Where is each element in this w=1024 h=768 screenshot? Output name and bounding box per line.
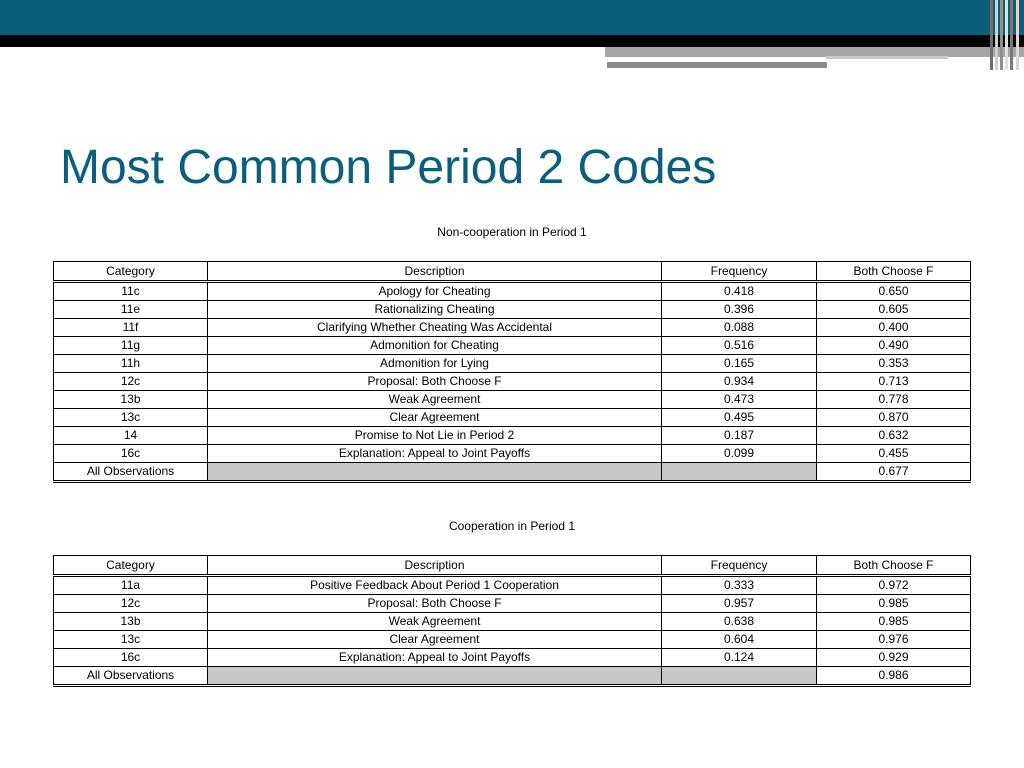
table-row bbox=[54, 631, 971, 649]
cell-both-choose-f: 0.650 bbox=[817, 282, 971, 301]
noncooperation-table bbox=[53, 261, 971, 483]
cell-description: Rationalizing Cheating bbox=[208, 301, 662, 319]
cell-both-choose-f: 0.972 bbox=[817, 576, 971, 595]
cell-description: Admonition for Cheating bbox=[208, 337, 662, 355]
cell-frequency: 0.638 bbox=[662, 613, 817, 631]
table-row bbox=[54, 373, 971, 391]
cell-frequency: 0.124 bbox=[662, 649, 817, 667]
cell-frequency: 0.418 bbox=[662, 282, 817, 301]
cell-summary-label: All Observations bbox=[54, 667, 208, 686]
cell-category: 11e bbox=[54, 301, 208, 319]
table-row bbox=[54, 391, 971, 409]
cell-category: 13c bbox=[54, 409, 208, 427]
header-black-stripe bbox=[0, 35, 1024, 47]
table-caption-noncooperation: Non-cooperation in Period 1 bbox=[437, 225, 587, 239]
header-description: Description bbox=[208, 556, 662, 576]
cell-description: Clarifying Whether Cheating Was Accidental bbox=[208, 319, 662, 337]
cell-category: 12c bbox=[54, 595, 208, 613]
cell-description: Clear Agreement bbox=[208, 631, 662, 649]
table-row bbox=[54, 427, 971, 445]
summary-row bbox=[54, 463, 971, 482]
cell-both-choose-f: 0.400 bbox=[817, 319, 971, 337]
table-row bbox=[54, 576, 971, 595]
header-both-choose-f: Both Choose F bbox=[817, 262, 971, 282]
table-row bbox=[54, 649, 971, 667]
cell-category: 11c bbox=[54, 282, 208, 301]
cell-both-choose-f: 0.490 bbox=[817, 337, 971, 355]
cell-both-choose-f: 0.976 bbox=[817, 631, 971, 649]
table-row bbox=[54, 337, 971, 355]
header-frequency: Frequency bbox=[662, 556, 817, 576]
table-row bbox=[54, 282, 971, 301]
cell-category: 13b bbox=[54, 391, 208, 409]
cell-category: 13c bbox=[54, 631, 208, 649]
cell-frequency: 0.495 bbox=[662, 409, 817, 427]
cell-both-choose-f: 0.870 bbox=[817, 409, 971, 427]
cell-shaded bbox=[662, 463, 817, 482]
header-category: Category bbox=[54, 556, 208, 576]
table-header-row bbox=[54, 556, 971, 576]
cell-description: Positive Feedback About Period 1 Cooperation bbox=[208, 576, 662, 595]
summary-row bbox=[54, 667, 971, 686]
cell-both-choose-f: 0.778 bbox=[817, 391, 971, 409]
cell-both-choose-f: 0.455 bbox=[817, 445, 971, 463]
header-gray-stripe-lower bbox=[607, 62, 827, 68]
cell-description: Proposal: Both Choose F bbox=[208, 373, 662, 391]
cell-frequency: 0.473 bbox=[662, 391, 817, 409]
header-both-choose-f: Both Choose F bbox=[817, 556, 971, 576]
cell-category: 11g bbox=[54, 337, 208, 355]
cell-both-choose-f: 0.929 bbox=[817, 649, 971, 667]
table-header-row bbox=[54, 262, 971, 282]
table-row bbox=[54, 355, 971, 373]
table-row bbox=[54, 301, 971, 319]
cell-frequency: 0.516 bbox=[662, 337, 817, 355]
cell-description: Weak Agreement bbox=[208, 613, 662, 631]
cell-category: 13b bbox=[54, 613, 208, 631]
cell-frequency: 0.165 bbox=[662, 355, 817, 373]
cell-both-choose-f: 0.985 bbox=[817, 595, 971, 613]
cell-frequency: 0.604 bbox=[662, 631, 817, 649]
table-row bbox=[54, 409, 971, 427]
header-vertical-stripes bbox=[990, 0, 1024, 70]
cell-summary-both-choose-f: 0.677 bbox=[817, 463, 971, 482]
header-description: Description bbox=[208, 262, 662, 282]
cell-shaded bbox=[208, 667, 662, 686]
cell-description: Weak Agreement bbox=[208, 391, 662, 409]
cell-both-choose-f: 0.713 bbox=[817, 373, 971, 391]
header-category: Category bbox=[54, 262, 208, 282]
cell-frequency: 0.088 bbox=[662, 319, 817, 337]
cell-frequency: 0.099 bbox=[662, 445, 817, 463]
table-row bbox=[54, 445, 971, 463]
cell-description: Explanation: Appeal to Joint Payoffs bbox=[208, 649, 662, 667]
cell-frequency: 0.333 bbox=[662, 576, 817, 595]
cell-category: 12c bbox=[54, 373, 208, 391]
cell-category: 11a bbox=[54, 576, 208, 595]
cell-both-choose-f: 0.605 bbox=[817, 301, 971, 319]
cell-summary-both-choose-f: 0.986 bbox=[817, 667, 971, 686]
cell-description: Proposal: Both Choose F bbox=[208, 595, 662, 613]
table-row bbox=[54, 319, 971, 337]
cell-frequency: 0.187 bbox=[662, 427, 817, 445]
header-light-line bbox=[826, 56, 948, 59]
cell-frequency: 0.957 bbox=[662, 595, 817, 613]
cell-both-choose-f: 0.632 bbox=[817, 427, 971, 445]
cell-summary-label: All Observations bbox=[54, 463, 208, 482]
cell-description: Clear Agreement bbox=[208, 409, 662, 427]
cooperation-table bbox=[53, 555, 971, 687]
header-frequency: Frequency bbox=[662, 262, 817, 282]
cell-category: 14 bbox=[54, 427, 208, 445]
cell-frequency: 0.934 bbox=[662, 373, 817, 391]
cell-description: Apology for Cheating bbox=[208, 282, 662, 301]
cell-category: 16c bbox=[54, 445, 208, 463]
cell-both-choose-f: 0.985 bbox=[817, 613, 971, 631]
cell-description: Explanation: Appeal to Joint Payoffs bbox=[208, 445, 662, 463]
table-row bbox=[54, 595, 971, 613]
table-row bbox=[54, 613, 971, 631]
cell-category: 11f bbox=[54, 319, 208, 337]
cell-category: 16c bbox=[54, 649, 208, 667]
cell-both-choose-f: 0.353 bbox=[817, 355, 971, 373]
cell-shaded bbox=[662, 667, 817, 686]
cell-category: 11h bbox=[54, 355, 208, 373]
cell-frequency: 0.396 bbox=[662, 301, 817, 319]
cell-description: Promise to Not Lie in Period 2 bbox=[208, 427, 662, 445]
cell-description: Admonition for Lying bbox=[208, 355, 662, 373]
slide-title: Most Common Period 2 Codes bbox=[60, 141, 717, 194]
table-caption-cooperation: Cooperation in Period 1 bbox=[448, 519, 576, 533]
cell-shaded bbox=[208, 463, 662, 482]
header-band bbox=[0, 0, 1024, 35]
header-gray-stripe bbox=[605, 47, 1024, 57]
